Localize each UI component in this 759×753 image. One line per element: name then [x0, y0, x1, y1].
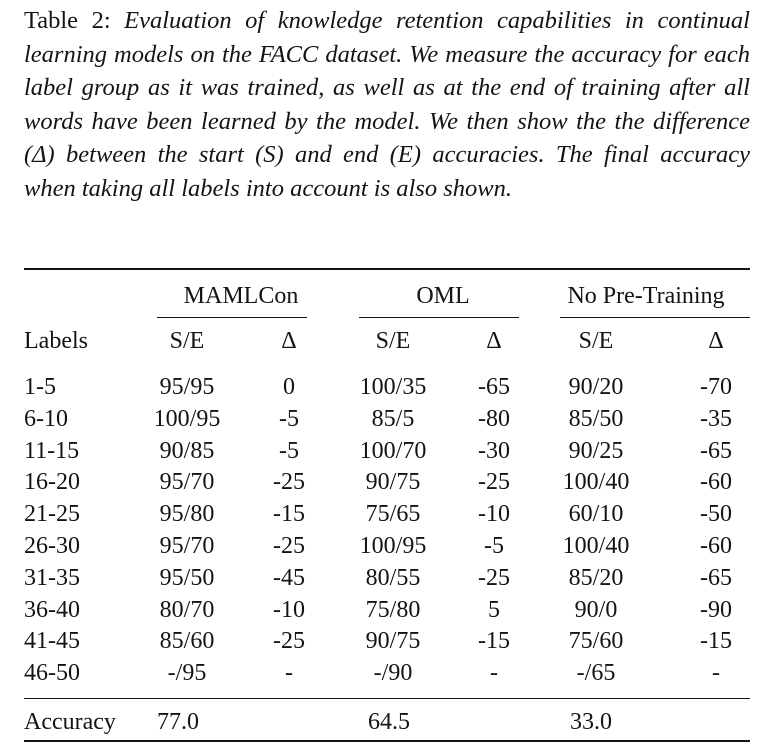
se-cell: 100/95 [359, 533, 427, 559]
se-cell: 100/35 [359, 374, 427, 400]
row-label: 21-25 [24, 501, 80, 527]
se-cell: 75/60 [568, 628, 624, 654]
delta-cell: -5 [279, 438, 299, 464]
se-cell: 80/70 [159, 597, 215, 623]
delta-cell: -60 [700, 533, 732, 559]
accuracy-label: Accuracy [24, 709, 116, 735]
accuracy-value: 77.0 [157, 709, 199, 735]
table-caption [24, 4, 750, 205]
se-cell: 95/70 [159, 533, 215, 559]
se-cell: 85/20 [568, 565, 624, 591]
delta-cell: -90 [700, 597, 732, 623]
row-label: 16-20 [24, 469, 80, 495]
se-cell: 75/80 [365, 597, 421, 623]
delta-cell: -5 [279, 406, 299, 432]
delta-cell: -15 [478, 628, 510, 654]
se-cell: -/95 [167, 660, 207, 686]
accuracy-value: 33.0 [570, 709, 612, 735]
row-label: 36-40 [24, 597, 80, 623]
se-cell: 85/50 [568, 406, 624, 432]
se-cell: 90/85 [159, 438, 215, 464]
se-cell: 75/65 [365, 501, 421, 527]
group-header-nopretraining: No Pre-Training [567, 283, 725, 309]
group-rule-mamlcon [157, 317, 307, 318]
se-header: S/E [375, 328, 411, 354]
delta-cell: 5 [488, 597, 500, 623]
delta-cell: -5 [484, 533, 504, 559]
row-label: 1-5 [24, 374, 56, 400]
mid-rule [24, 698, 750, 699]
group-header-oml: OML [416, 283, 470, 309]
se-cell: 100/40 [562, 469, 630, 495]
se-cell: 90/0 [574, 597, 618, 623]
delta-cell: - [285, 660, 293, 686]
delta-header: Δ [486, 328, 502, 354]
se-cell: 100/40 [562, 533, 630, 559]
labels-header: Labels [24, 328, 88, 354]
se-cell: -/90 [373, 660, 413, 686]
delta-header: Δ [281, 328, 297, 354]
delta-cell: -35 [700, 406, 732, 432]
delta-cell: -15 [273, 501, 305, 527]
se-header: S/E [169, 328, 205, 354]
row-label: 26-30 [24, 533, 80, 559]
se-cell: 80/55 [365, 565, 421, 591]
delta-cell: -25 [273, 533, 305, 559]
delta-cell: -60 [700, 469, 732, 495]
row-label: 31-35 [24, 565, 80, 591]
se-cell: 60/10 [568, 501, 624, 527]
row-label: 46-50 [24, 660, 80, 686]
se-cell: 100/95 [153, 406, 221, 432]
group-rule-nopretraining [560, 317, 750, 318]
row-label: 11-15 [24, 438, 80, 464]
delta-cell: -50 [700, 501, 732, 527]
delta-cell: -65 [700, 565, 732, 591]
delta-cell: -80 [478, 406, 510, 432]
delta-header: Δ [708, 328, 724, 354]
se-cell: 90/20 [568, 374, 624, 400]
delta-cell: -10 [273, 597, 305, 623]
se-cell: 100/70 [359, 438, 427, 464]
se-cell: 95/70 [159, 469, 215, 495]
se-cell: 95/95 [159, 374, 215, 400]
delta-cell: -25 [273, 469, 305, 495]
se-cell: 90/25 [568, 438, 624, 464]
group-rule-oml [359, 317, 519, 318]
row-label: 6-10 [24, 406, 68, 432]
top-rule [24, 268, 750, 270]
se-cell: 95/50 [159, 565, 215, 591]
delta-cell: -45 [273, 565, 305, 591]
delta-cell: -15 [700, 628, 732, 654]
delta-cell: -25 [273, 628, 305, 654]
se-cell: 90/75 [365, 628, 421, 654]
delta-cell: -10 [478, 501, 510, 527]
se-cell: -/65 [576, 660, 616, 686]
caption-label: Table 2: [24, 7, 125, 34]
delta-cell: - [712, 660, 720, 686]
group-header-mamlcon: MAMLCon [183, 283, 299, 309]
delta-cell: 0 [283, 374, 295, 400]
delta-cell: -65 [478, 374, 510, 400]
se-cell: 95/80 [159, 501, 215, 527]
accuracy-value: 64.5 [368, 709, 410, 735]
delta-cell: -25 [478, 565, 510, 591]
delta-cell: -65 [700, 438, 732, 464]
delta-cell: - [490, 660, 498, 686]
caption-text: Evaluation of knowledge retention capabilities in continual learning models on the FACC dataset. We measure the accuracy for each label group as it was trained, as well as at the end of training after all words have been learned by the model. We then show the the difference (Δ) between the start (S) and end (E) accuracies. The final accuracy when taking all labels into account is also shown. [24, 7, 750, 202]
delta-cell: -30 [478, 438, 510, 464]
row-label: 41-45 [24, 628, 80, 654]
delta-cell: -70 [700, 374, 732, 400]
delta-cell: -25 [478, 469, 510, 495]
se-header: S/E [578, 328, 614, 354]
se-cell: 85/5 [371, 406, 415, 432]
se-cell: 85/60 [159, 628, 215, 654]
se-cell: 90/75 [365, 469, 421, 495]
bottom-rule [24, 740, 750, 742]
